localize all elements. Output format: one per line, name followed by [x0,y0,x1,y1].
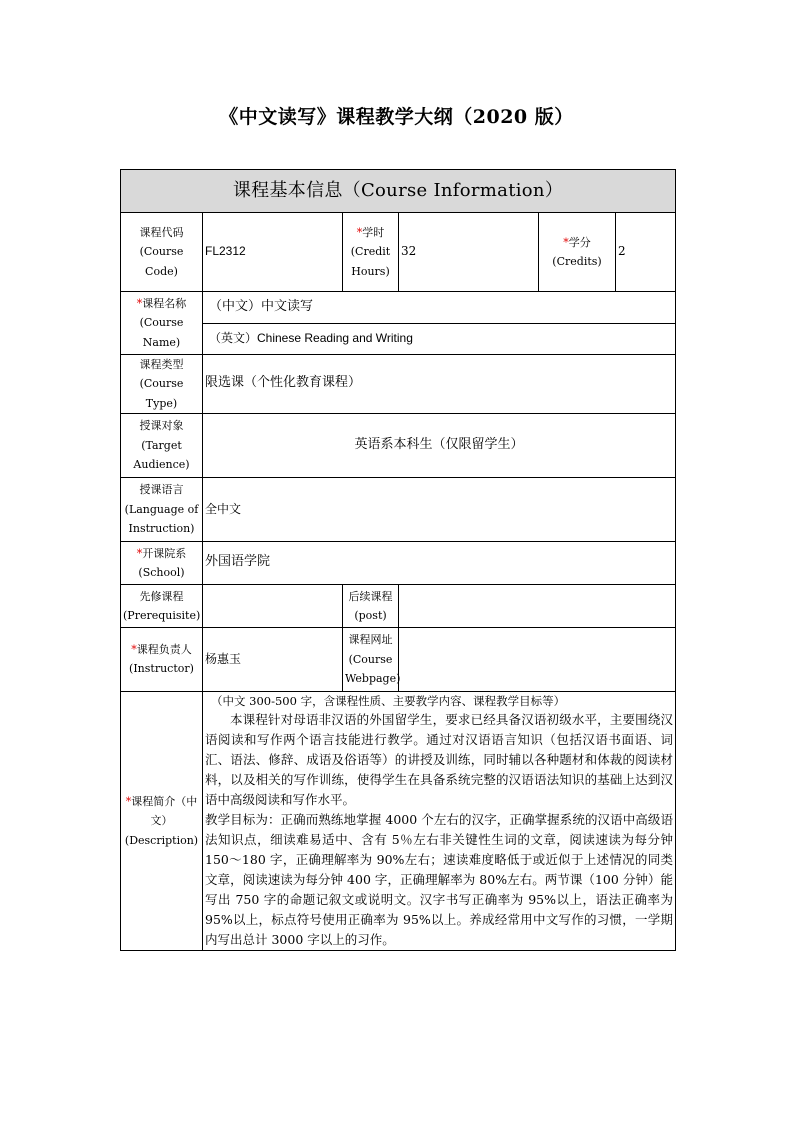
instruction-language-label: 授课语言 (Language of Instruction) [121,477,203,541]
course-type-value: 限选课（个性化教育课程） [203,355,676,414]
course-webpage-value [399,627,676,691]
prerequisite-label: 先修课程 (Prerequisite) [121,584,203,627]
instructor-label: *课程负责人 (Instructor) [121,627,203,691]
document-title: 《中文读写》课程教学大纲（2020 版） [219,106,574,128]
credits-label: *学分 (Credits) [539,213,616,292]
section-banner: 课程基本信息（Course Information） [121,170,676,213]
post-course-label: 后续课程 (post) [343,584,399,627]
course-webpage-label: 课程网址 (Course Webpage) [343,627,399,691]
credits-value: 2 [616,213,676,292]
course-name-en-value: （英文）Chinese Reading and Writing [203,324,676,355]
course-type-label: 课程类型 (Course Type) [121,355,203,414]
instruction-language-value: 全中文 [203,477,676,541]
course-name-label: *课程名称 (Course Name) [121,292,203,355]
course-code-label: 课程代码 (Course Code) [121,213,203,292]
prerequisite-value [203,584,343,627]
description-body [203,691,676,950]
description-paragraph-1: 本课程针对母语非汉语的外国留学生，要求已经具备汉语初级水平，主要围绕汉语阅读和写作两个语言技能进行教学。通过对汉语语言知识（包括汉语书面语、词汇、语法、修辞、成语及俗语等）的讲授及训练，同时辅以各种题材和体裁的阅读材料，以及相关的写作训练，使得学生在具备系统完整的汉语语法知识的基础上达到汉语中高级阅读和写作水平。 [205,712,673,808]
description-paragraph-2: 教学目标为：正确而熟练地掌握 4000 个左右的汉字，正确掌握系统的汉语中高级语法知识点，细读难易适中、含有 5％左右非关键性生词的文章，阅读速读为每分钟 150～180 字，正确理解率为 90%左右；速读难度略低于或近似于上述情况的同类文章，阅读速读为每分钟 400 字，正确理解率为 80%左右。两节课（100 分钟）能写出 750 字的命题记叙文或说明文。汉字书写正确率为 95%以上，语法正确率为 95%以上，标点符号使用正确率为 95%以上。养成经常用中文写作的习惯，一学期内写出总计 3000 字以上的习作。 [205,812,673,948]
post-course-value [399,584,676,627]
course-name-cn-value: （中文）中文读写 [203,292,676,324]
description-heading: （中文 300-500 字，含课程性质、主要教学内容、课程教学目标等） [211,693,566,708]
course-code-value: FL2312 [203,213,343,292]
school-value: 外国语学院 [203,541,676,584]
credit-hours-label: *学时 (Credit Hours) [343,213,399,292]
description-label: *课程简介（中文） (Description) [121,691,203,950]
target-audience-label: 授课对象 (Target Audience) [121,413,203,477]
target-audience-value: 英语系本科生（仅限留学生） [203,413,676,477]
school-label: *开课院系 (School) [121,541,203,584]
credit-hours-value: 32 [399,213,539,292]
instructor-value: 杨惠玉 [203,627,343,691]
course-info-table [120,169,676,951]
